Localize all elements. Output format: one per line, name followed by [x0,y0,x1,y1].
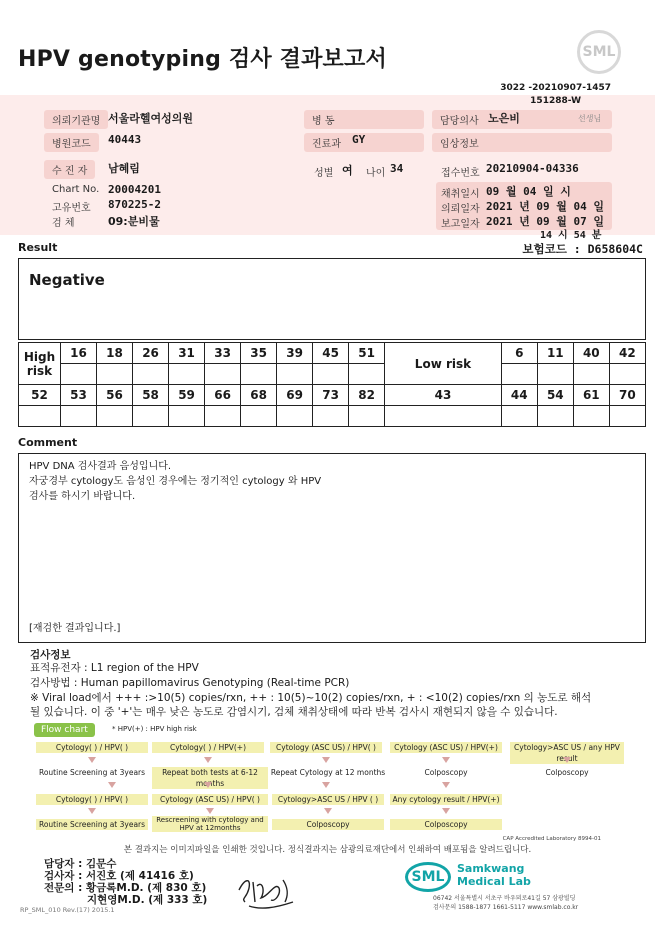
id-no-label: 고유번호 [52,203,91,214]
receipt-label: 접수번호 [441,168,480,179]
document-number: 3022 -20210907-1457 151288-W [500,83,611,106]
doctor-suffix: 선생님 [578,114,602,123]
genotype-cell: 43 [385,385,502,406]
flow-legend: * HPV(+) : HPV high risk [112,725,197,733]
genotype-cell: 18 [97,343,133,364]
result-cell [169,364,205,385]
flow-note: Colposcopy [272,819,384,830]
genotype-cell: 82 [349,385,385,406]
dept-value: GY [352,133,366,146]
flow-box: Cytology>ASC US / any HPV result [510,742,624,764]
result-cell [609,406,645,427]
report-value: 2021 년 09 월 07 일 [486,215,604,228]
flow-note: Routine Screening at 3years [36,819,148,830]
flow-note: Repeat both tests at 6-12 months [152,767,268,789]
comment-footer: [재검한 결과입니다.] [29,623,121,634]
genotype-cell: 11 [537,343,573,364]
table-row [19,406,646,427]
flow-chart [18,722,646,832]
result-value: Negative [29,271,105,289]
result-cell [349,406,385,427]
sex-value: 여 [342,164,353,177]
doctor-label: 담당의사 [432,110,612,129]
age-label: 나이 [366,168,386,179]
insurance-code: 보험코드 : D658604C [522,242,643,256]
arrow-down-icon [324,808,332,814]
target-gene: 표적유전자 : L1 region of the HPV [30,662,199,674]
genotype-cell: 16 [61,343,97,364]
patient-name-label: 수 진 자 [44,160,95,179]
flow-box: Cytology (ASC US) / HPV(+) [390,742,502,753]
result-cell [97,364,133,385]
result-cell [241,406,277,427]
clinical-info-label: 임상정보 [432,133,612,152]
genotype-cell: 58 [133,385,169,406]
table-row [19,385,646,406]
arrow-down-icon [442,808,450,814]
viral-load-note-2: 될 있습니다. 이 중 '+'는 매우 낮은 농도로 감염시기, 검체 채취상태에 따라 반복 검사시 재현되지 않을 수 있습니다. [30,706,558,718]
table-row [19,364,646,385]
genotype-cell: 31 [169,343,205,364]
result-cell [133,406,169,427]
result-cell [573,406,609,427]
result-cell [349,364,385,385]
ward-label: 병 동 [304,110,424,129]
genotype-cell: 66 [205,385,241,406]
arrow-down-icon [204,782,212,788]
genotype-cell: 44 [501,385,537,406]
result-cell [313,364,349,385]
institution-label: 의뢰기관명 [44,110,108,129]
result-cell [97,406,133,427]
flow-box: Cytology (ASC US) / HPV( ) [270,742,382,753]
institution-value: 서울라헬여성의원 [108,112,194,125]
sex-label: 성별 [314,168,334,179]
genotype-cell: 51 [349,343,385,364]
staff-name: 김문수 [85,858,117,870]
flow-note: Repeat Cytology at 12 months [270,768,386,777]
genotype-cell: 45 [313,343,349,364]
genotype-cell: 40 [573,343,609,364]
result-cell [313,406,349,427]
arrow-down-icon [108,782,116,788]
result-cell [133,364,169,385]
collect-label: 채취일시 [441,189,480,200]
genotype-cell: 68 [241,385,277,406]
staff-name: 지현영M.D. (제 333 호) [87,894,208,906]
chart-no-label: Chart No. [52,184,100,195]
arrow-down-icon [88,757,96,763]
test-method: 검사방법 : Human papillomavirus Genotyping (Real-time PCR) [30,677,350,689]
genotype-cell: 26 [133,343,169,364]
staff-block: 담당자 : 김문수 검사자 : 서진호 (제 41416 호) 전문의 : 황금록M.D. (제 830 호) 지현영M.D. (제 333 호) [44,858,208,906]
flow-box: Cytology( ) / HPV(+) [152,742,264,753]
patient-name-value: 남혜림 [108,162,140,175]
arrow-down-icon [206,808,214,814]
signature-icon [235,872,300,914]
sml-logo-icon: SML [577,30,621,74]
arrow-down-icon [88,808,96,814]
staff-name: 황금록M.D. (제 830 호) [85,882,207,894]
flow-note: Colposcopy [424,768,468,777]
result-cell [19,406,61,427]
dept-label: 진료과 [304,133,424,152]
genotype-cell: 6 [501,343,537,364]
genotype-table [18,342,646,427]
flow-note: Routine Screening at 3years [38,768,146,777]
sml-logo-icon: SML [405,862,451,892]
result-box [18,258,646,340]
comment-section-title: Comment [18,436,78,449]
low-risk-label: Low risk [385,343,502,385]
arrow-down-icon [322,757,330,763]
genotype-cell: 42 [609,343,645,364]
genotype-cell: 56 [97,385,133,406]
result-cell [205,364,241,385]
chart-no-value: 20004201 [108,183,161,196]
flow-box: Cytology (ASC US) / HPV( ) [152,794,268,805]
result-cell [573,364,609,385]
company-address: 06742 서울특별시 서초구 바우뫼로41길 57 삼광빌딩 검사문의 1588-1877 1661-5117 www.smlab.co.kr [433,895,579,911]
result-cell [61,364,97,385]
flow-box: Cytology>ASC US / HPV ( ) [272,794,384,805]
staff-name: 서진호 (제 41416 호) [85,870,194,882]
specimen-label: 검 체 [52,218,75,229]
specimen-value: 09:분비물 [108,215,160,228]
high-risk-label: High risk [19,343,61,385]
comment-line: 자궁경부 cytology도 음성인 경우에는 정기적인 cytology 와 HPV [29,476,322,487]
result-cell [385,406,502,427]
hospital-code-value: 40443 [108,133,142,146]
report-time: 14 시 54 분 [540,230,602,241]
genotype-cell: 61 [573,385,609,406]
hospital-code-label: 병원코드 [44,133,99,152]
result-cell [537,364,573,385]
report-title: HPV genotyping 검사 결과보고서 [18,47,387,72]
genotype-cell: 73 [313,385,349,406]
cap-accreditation: CAP Accredited Laboratory 8994-01 [502,836,601,842]
flow-box: Cytology( ) / HPV( ) [36,742,148,753]
result-cell [501,406,537,427]
company-name: Samkwang Medical Lab [457,862,531,888]
genotype-cell: 59 [169,385,205,406]
result-cell [609,364,645,385]
flow-note: Rescreening with cytology and HPV at 12months [152,816,268,832]
table-row [19,343,646,364]
arrow-down-icon [442,782,450,788]
flow-box: Any cytology result / HPV(+) [390,794,502,805]
result-cell [241,364,277,385]
receipt-value: 20210904-04336 [486,162,579,175]
doctor-value: 노은비 [488,112,520,125]
arrow-down-icon [563,757,571,763]
result-cell [277,406,313,427]
result-cell [205,406,241,427]
result-cell [277,364,313,385]
arrow-down-icon [322,782,330,788]
flow-note: Colposcopy [390,819,502,830]
flow-chart-label: Flow chart [34,723,95,737]
viral-load-note: ※ Viral load에서 +++ :>10(5) copies/rxn, ++ : 10(5)~10(2) copies/rxn, + : <10(2) copies/rxn 의 농도로 해석 [30,692,592,704]
request-value: 2021 년 09 월 04 일 [486,200,604,213]
genotype-cell: 70 [609,385,645,406]
result-cell [61,406,97,427]
comment-line: HPV DNA 검사결과 음성입니다. [29,461,172,472]
genotype-cell: 52 [19,385,61,406]
id-no-value: 870225-2 [108,198,161,211]
form-code: RP_SML_010 Rev.(17) 2015.1 [20,906,115,914]
genotype-cell: 54 [537,385,573,406]
arrow-down-icon [442,757,450,763]
comment-box [18,453,646,643]
comment-line: 검사를 하시기 바랍니다. [29,491,136,502]
result-cell [169,406,205,427]
genotype-cell: 39 [277,343,313,364]
result-section-title: Result [18,241,58,254]
report-label: 보고일자 [441,219,480,230]
arrow-down-icon [204,757,212,763]
genotype-cell: 35 [241,343,277,364]
test-info-title: 검사정보 [30,649,71,661]
collect-value: 09 월 04 일 시 [486,185,571,198]
flow-note: Colposcopy [545,768,589,777]
age-value: 34 [390,162,404,175]
genotype-cell: 53 [61,385,97,406]
request-label: 의뢰일자 [441,204,480,215]
genotype-cell: 33 [205,343,241,364]
disclaimer-notice: 본 결과지는 이미지파일을 인쇄한 것입니다. 정식결과지는 삼광의료재단에서 인쇄하여 배포됨을 알려드립니다. [123,845,532,855]
result-cell [501,364,537,385]
result-cell [537,406,573,427]
flow-box: Cytology( ) / HPV( ) [36,794,148,805]
genotype-cell: 69 [277,385,313,406]
